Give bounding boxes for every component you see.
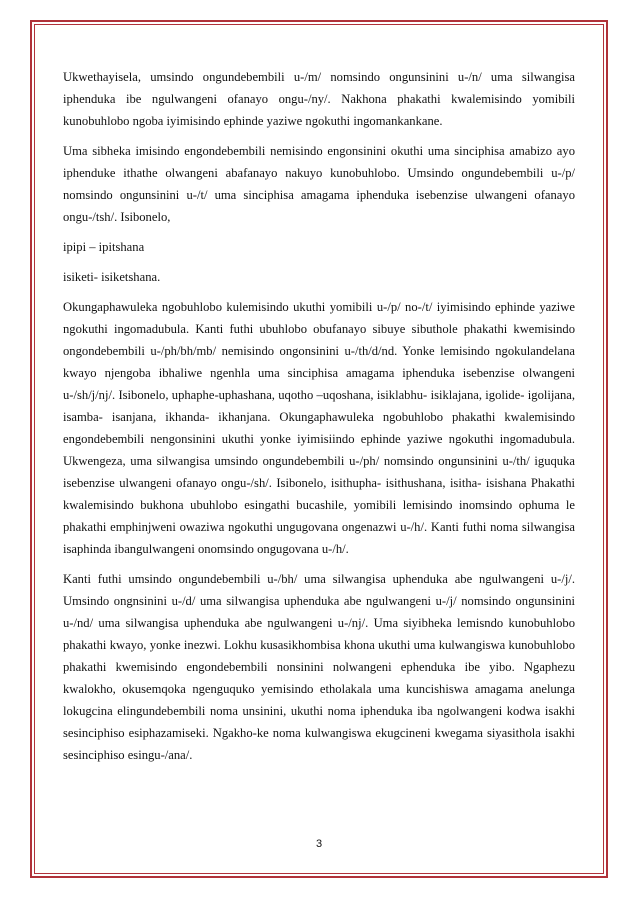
example-line-1: ipipi – ipitshana — [63, 240, 145, 254]
page-number: 3 — [315, 838, 323, 850]
example-line-2: isiketi- isiketshana. — [63, 270, 161, 284]
document-body — [63, 66, 575, 774]
paragraph-1: Ukwethayisela, umsindo ongundebembili u-/m/ nomsindo ongunsinini u-/n/ uma silwangisa iphenduka ibe ngulwangeni ofanayo ongu-/ny/. Nakhona phakathi kwalemisindo yomibili kunobuhlobo ngoba iyimisindo ephinde yaziwe ngokuthi ingomankankane. — [63, 70, 575, 128]
paragraph-2: Uma sibheka imisindo engondebembili nemisindo engonsinini okuthi uma sinciphisa amabizo ayo iphenduke ithathe olwangeni abafanayo nakuyo kunobuhlobo. Umsindo ongundebembili u-/p/ nomsindo ongunsinini u-/t/ uma sinciphisa amagama iphenduka isebenzise ulwangeni ofanayo ongu-/tsh/. Isibonelo, — [63, 144, 575, 224]
paragraph-4: Kanti futhi umsindo ongundebembili u-/bh/ uma silwangisa uphenduka abe ngulwangeni u-/j/. Umsindo ongnsinini u-/d/ uma silwangisa uphenduka abe ngulwangeni u-/j/ nomsindo ongunsinini u-/nd/ uma silwangisa uphenduka abe ngulwangeni u-/nj/. Uma siyibheka lemisndo kunobuhlobo phakathi kwayo, yonke inezwi. Lokhu kusasikhombisa khona ukuthi uma kulwangiswa kunobuhlobo phakathi kwemisindo engondebembili nonsinini nolwangeni ephenduka ibe yibo. Ngaphezu kwalokho, okusemqoka ngenguquko yemisindo etholakala uma kuncishiswa amagama anelunga lokugcina elingundebembili noma unsinini, ukuthi noma iphenduka iba ngolwangeni kodwa isakhi sesinciphiso esiphazamiseki. Ngakho-ke noma kulwangiswa ekugcineni kwegama siyasithola isakhi sesinciphiso esingu-/ana/. — [63, 572, 575, 762]
paragraph-3: Okungaphawuleka ngobuhlobo kulemisindo ukuthi yomibili u-/p/ no-/t/ iyimisindo ephinde yaziwe ngokuthi ingomadubula. Kanti futhi ubuhlobo obufanayo sibuye sibuthole phakathi kwemisindo ongondebembili u-/ph/bh/mb/ nemisindo ongonsinini u-/th/d/nd. Yonke lemisindo ngokulandelana kwayo njengoba ibhaliwe ngenhla uma sinciphisa amagama iphenduka isebenzise olwangeni u-/sh/j/nj/. Isibonelo, uphaphe-uphashana, uqotho –uqoshana, isiklabhu- isiklajana, igolide- igolijana, isamba- isanjana, ikhanda- ikhanjana. Okungaphawuleka ngobuhlobo phakathi kwalemisindo engondebembili nengonsinini ukuthi yonke iyimisiindo ephinde yaziwe ngokuthi ingomadubula. Ukwengeza, uma silwangisa umsindo ongundebembili u-/ph/ nomsindo ongunsinini u-/th/ iguquka isebenzise ulwangeni ofanayo ongu-/sh/. Isibonelo, isithupha- isithushana, isitha- isishana Phakathi kwalemisindo bukhona ubuhlobo esingathi bucashile, yomibili lemisindo inomsindo ophuma le phakathi emphinjweni owaziwa ngokuthi ungugovana ongenazwi u-/h/. Kanti futhi noma silwangisa isaphinda ibangulwangeni onomsindo ongugovana u-/h/. — [63, 300, 575, 556]
